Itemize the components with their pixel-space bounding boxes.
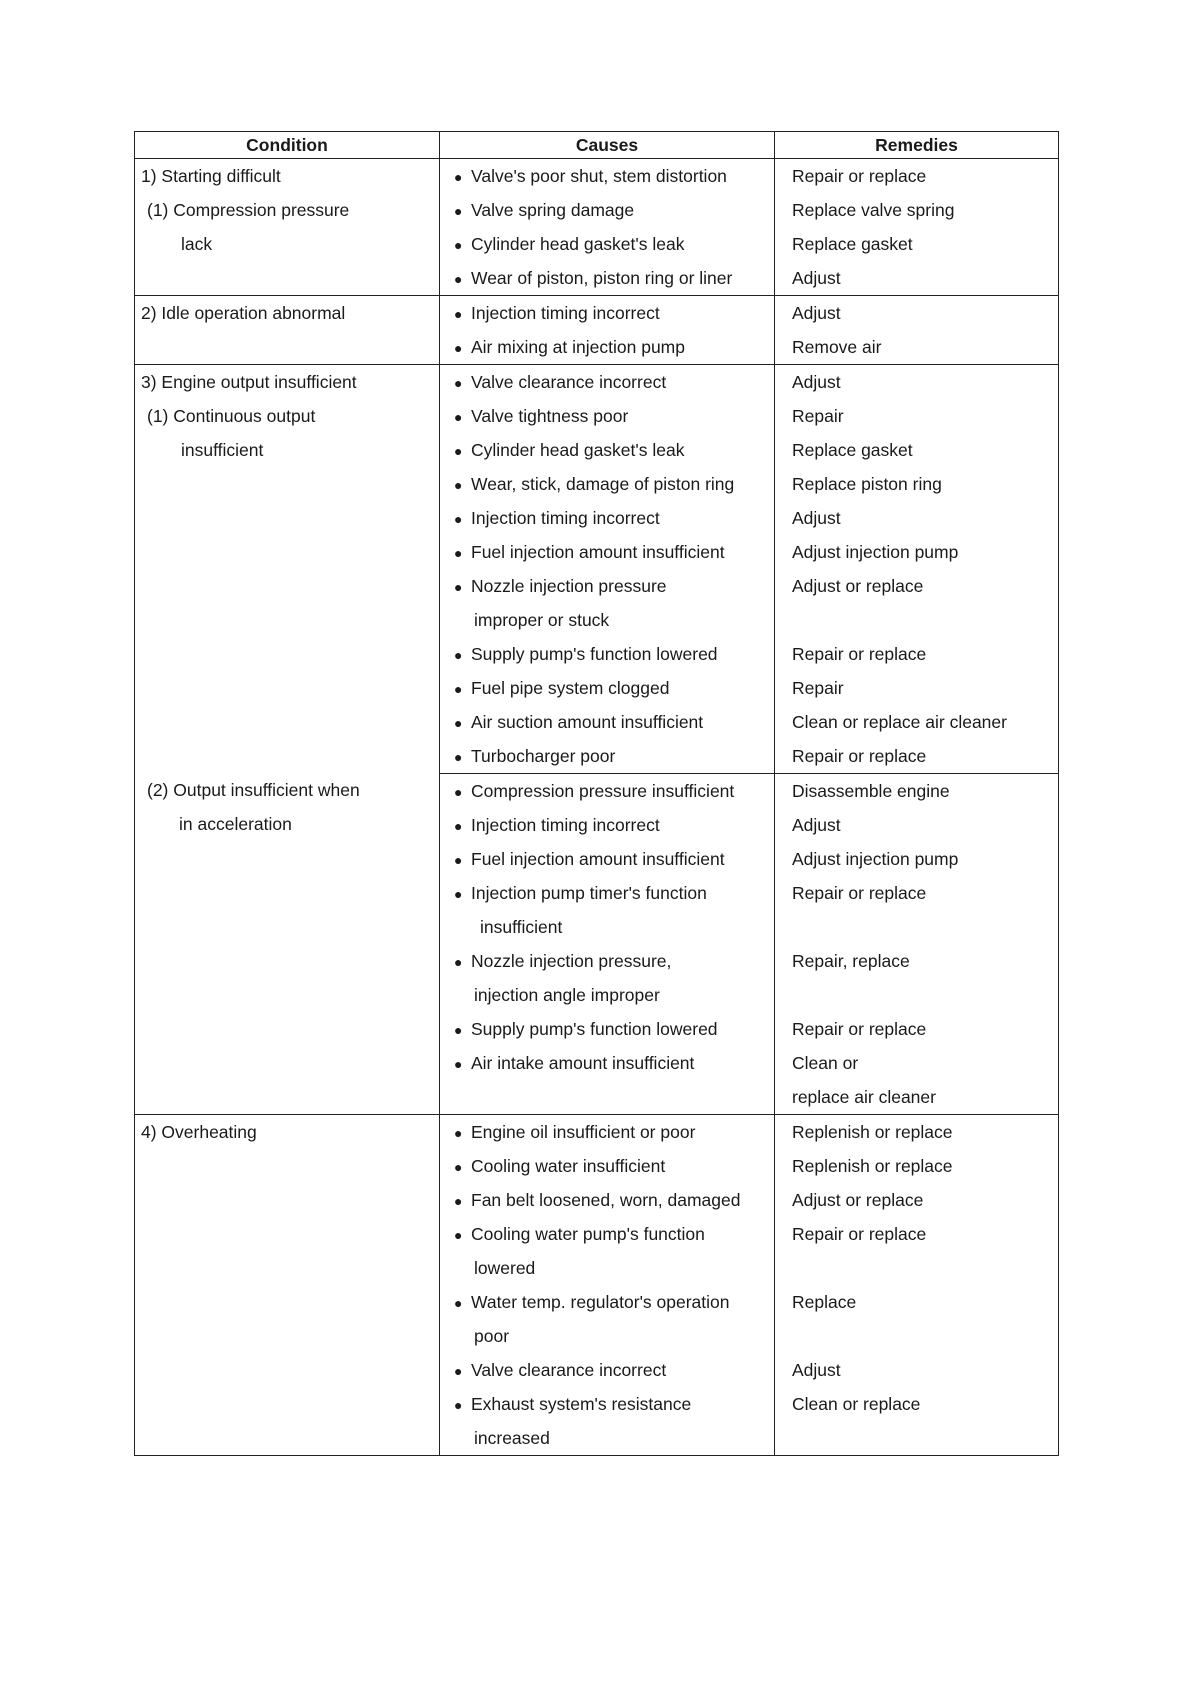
cause-item: ● Fuel injection amount insufficient: [440, 842, 774, 876]
remedy-item: Replace gasket: [792, 234, 913, 254]
cause-item: ● Injection timing incorrect: [440, 808, 774, 842]
cause-item: ● Valve tightness poor: [440, 399, 774, 433]
table-row: [135, 159, 1059, 296]
bullet-icon: ●: [454, 545, 463, 561]
cause-item-continued: increased: [474, 1428, 550, 1448]
remedy-item: Replenish or replace: [792, 1156, 953, 1176]
remedies-cell: [775, 1115, 1059, 1456]
condition-cell: [135, 365, 440, 1115]
cause-item: ● Injection pump timer's function: [440, 876, 774, 910]
remedy-item: Adjust: [792, 303, 841, 323]
condition-text: (1) Continuous output: [147, 406, 316, 426]
troubleshooting-table: [134, 131, 1059, 1456]
condition-cell: [135, 159, 440, 296]
remedy-item: Adjust: [792, 1360, 841, 1380]
condition-text: (1) Compression pressure: [147, 200, 350, 220]
bullet-icon: ●: [454, 818, 463, 834]
condition-text: (2) Output insufficient when: [147, 780, 360, 800]
header-causes: Causes: [440, 132, 775, 159]
bullet-icon: ●: [454, 511, 463, 527]
remedy-item: Adjust: [792, 508, 841, 528]
bullet-icon: ●: [454, 1227, 463, 1243]
cause-item: ● Air intake amount insufficient: [440, 1046, 774, 1080]
cause-item: ● Valve's poor shut, stem distortion: [440, 159, 774, 193]
cause-item: ● Cylinder head gasket's leak: [440, 227, 774, 261]
condition-cell: [135, 296, 440, 365]
remedies-cell: [775, 159, 1059, 296]
remedy-item: Repair or replace: [792, 746, 927, 766]
remedy-item: [775, 910, 1058, 944]
bullet-icon: ●: [454, 1363, 463, 1379]
bullet-icon: ●: [454, 715, 463, 731]
cause-item: ● Engine oil insufficient or poor: [440, 1115, 774, 1149]
condition-text: 4) Overheating: [141, 1122, 257, 1142]
bullet-icon: ●: [454, 681, 463, 697]
bullet-icon: ●: [454, 954, 463, 970]
bullet-icon: ●: [454, 1022, 463, 1038]
remedy-item: Adjust: [792, 815, 841, 835]
bullet-icon: ●: [454, 886, 463, 902]
remedy-item: Remove air: [792, 337, 882, 357]
causes-cell: [440, 296, 775, 365]
bullet-icon: ●: [454, 852, 463, 868]
bullet-icon: ●: [454, 477, 463, 493]
cause-item: ● Exhaust system's resistance: [440, 1387, 774, 1421]
bullet-icon: ●: [454, 340, 463, 356]
remedy-item: Repair: [792, 406, 844, 426]
cause-item-continued: poor: [474, 1326, 510, 1346]
remedy-item: Repair or replace: [792, 1019, 927, 1039]
cause-item: ● Air mixing at injection pump: [440, 330, 774, 364]
remedies-cell: [775, 365, 1059, 774]
condition-text: in acceleration: [179, 814, 292, 834]
remedy-item: [775, 1421, 1058, 1455]
bullet-icon: ●: [454, 203, 463, 219]
condition-text: 3) Engine output insufficient: [141, 372, 357, 392]
cause-item: ● Injection timing incorrect: [440, 296, 774, 330]
cause-item: ● Supply pump's function lowered: [440, 1012, 774, 1046]
remedy-item: Adjust injection pump: [792, 849, 959, 869]
bullet-icon: ●: [454, 169, 463, 185]
condition-cell: [135, 1115, 440, 1456]
header-condition: Condition: [135, 132, 440, 159]
cause-item: ● Nozzle injection pressure: [440, 569, 774, 603]
cause-item: ● Cylinder head gasket's leak: [440, 433, 774, 467]
remedy-item: Repair: [792, 678, 844, 698]
cause-item-continued: lowered: [474, 1258, 536, 1278]
bullet-icon: ●: [454, 647, 463, 663]
remedies-cell: [775, 774, 1059, 1115]
cause-item: ● Supply pump's function lowered: [440, 637, 774, 671]
cause-item-continued: injection angle improper: [474, 985, 660, 1005]
remedy-item: Clean or: [792, 1053, 859, 1073]
cause-item: ● Nozzle injection pressure,: [440, 944, 774, 978]
cause-item-continued: improper or stuck: [474, 610, 610, 630]
cause-item: ● Fuel injection amount insufficient: [440, 535, 774, 569]
remedy-item: Repair or replace: [792, 1224, 927, 1244]
causes-cell: [440, 365, 775, 774]
remedy-item: Clean or replace: [792, 1394, 921, 1414]
bullet-icon: ●: [454, 749, 463, 765]
bullet-icon: ●: [454, 306, 463, 322]
remedy-item: Replace piston ring: [792, 474, 942, 494]
remedy-item: Repair or replace: [792, 644, 927, 664]
cause-item: ● Valve clearance incorrect: [440, 1353, 774, 1387]
remedy-item: Replace: [792, 1292, 857, 1312]
cause-item: ● Water temp. regulator's operation: [440, 1285, 774, 1319]
condition-text: lack: [181, 234, 213, 254]
bullet-icon: ●: [454, 1125, 463, 1141]
table-row: [135, 296, 1059, 365]
cause-item: ● Cooling water pump's function: [440, 1217, 774, 1251]
remedy-item: Replace gasket: [792, 440, 913, 460]
bullet-icon: ●: [454, 1295, 463, 1311]
remedy-item: Clean or replace air cleaner: [792, 712, 1007, 732]
remedy-item: Adjust: [792, 268, 841, 288]
bullet-icon: ●: [454, 1397, 463, 1413]
remedy-item: Replace valve spring: [792, 200, 955, 220]
remedy-item: Repair or replace: [792, 883, 927, 903]
bullet-icon: ●: [454, 443, 463, 459]
table-header-row: [135, 132, 1059, 159]
cause-item: ● Fuel pipe system clogged: [440, 671, 774, 705]
cause-item: ● Wear, stick, damage of piston ring: [440, 467, 774, 501]
cause-item-continued: insufficient: [480, 917, 563, 937]
remedies-cell: [775, 296, 1059, 365]
bullet-icon: ●: [454, 409, 463, 425]
header-remedies: Remedies: [775, 132, 1059, 159]
bullet-icon: ●: [454, 784, 463, 800]
remedy-item: [775, 603, 1058, 637]
remedy-item: Adjust injection pump: [792, 542, 959, 562]
causes-cell: [440, 1115, 775, 1456]
bullet-icon: ●: [454, 1193, 463, 1209]
condition-text: 1) Starting difficult: [141, 166, 281, 186]
cause-item-empty: [440, 1080, 774, 1114]
cause-item: ● Valve clearance incorrect: [440, 365, 774, 399]
causes-cell: [440, 774, 775, 1115]
remedy-item: [775, 978, 1058, 1012]
condition-text: insufficient: [181, 440, 264, 460]
cause-item: ● Fan belt loosened, worn, damaged: [440, 1183, 774, 1217]
remedy-item: Adjust: [792, 372, 841, 392]
bullet-icon: ●: [454, 579, 463, 595]
remedy-item: replace air cleaner: [792, 1087, 936, 1107]
remedy-item: [775, 1319, 1058, 1353]
bullet-icon: ●: [454, 1159, 463, 1175]
remedy-item: Adjust or replace: [792, 1190, 924, 1210]
cause-item: ● Compression pressure insufficient: [440, 774, 774, 808]
bullet-icon: ●: [454, 375, 463, 391]
cause-item: ● Valve spring damage: [440, 193, 774, 227]
spacer: [135, 467, 439, 773]
remedy-item: Adjust or replace: [792, 576, 924, 596]
remedy-item: [775, 1251, 1058, 1285]
remedy-item: Repair, replace: [792, 951, 910, 971]
bullet-icon: ●: [454, 271, 463, 287]
cause-item: ● Cooling water insufficient: [440, 1149, 774, 1183]
bullet-icon: ●: [454, 1056, 463, 1072]
causes-cell: [440, 159, 775, 296]
cause-item: ● Injection timing incorrect: [440, 501, 774, 535]
cause-item: ● Wear of piston, piston ring or liner: [440, 261, 774, 295]
remedy-item: Repair or replace: [792, 166, 927, 186]
table-row: [135, 365, 1059, 774]
remedy-item: Disassemble engine: [792, 781, 950, 801]
bullet-icon: ●: [454, 237, 463, 253]
cause-item: ● Turbocharger poor: [440, 739, 774, 773]
condition-text: 2) Idle operation abnormal: [141, 303, 346, 323]
remedy-item: Replenish or replace: [792, 1122, 953, 1142]
table-row: [135, 1115, 1059, 1456]
cause-item: ● Air suction amount insufficient: [440, 705, 774, 739]
